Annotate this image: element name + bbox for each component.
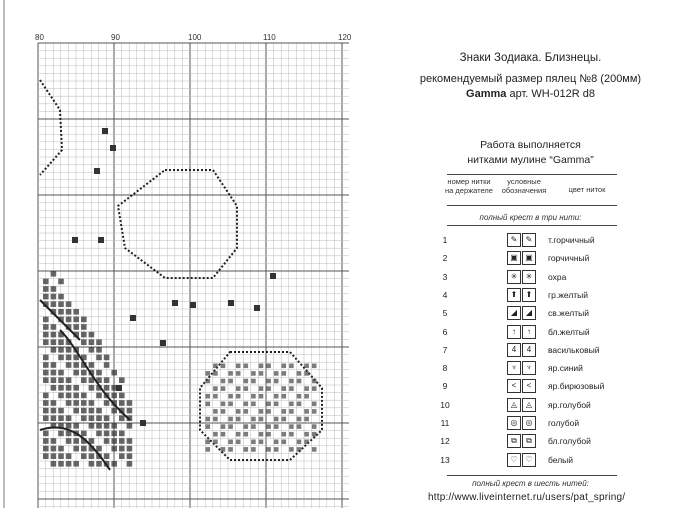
legend-row-number: 8 — [442, 363, 448, 374]
pattern-info-panel — [362, 0, 699, 508]
legend-row-color-name: горчичный — [548, 253, 590, 264]
legend-row-number: 5 — [442, 308, 448, 319]
legend-row-color-name: белый — [548, 454, 574, 465]
stitch-symbol-icon: ✎ — [507, 233, 521, 247]
legend-row-symbols — [507, 416, 536, 430]
legend-row — [362, 269, 699, 287]
stitch-symbol-icon: ▣ — [507, 251, 521, 265]
legend-bottom-rule — [447, 475, 617, 476]
legend-row-number: 12 — [440, 436, 450, 447]
legend-row — [362, 397, 699, 415]
stitch-symbol-icon: ◢ — [507, 306, 521, 320]
stitch-symbol-icon: ↑ — [507, 325, 521, 339]
section-rule — [447, 225, 617, 226]
stitch-symbol-icon: ◎ — [507, 416, 521, 430]
stitch-symbol-icon: ⬆ — [507, 288, 521, 302]
legend-col-color: цвет ниток — [568, 185, 606, 194]
section-full-cross: полный крест в три нити: — [479, 213, 582, 222]
legend-row-color-name: гр.желтый — [548, 289, 589, 300]
stitch-symbol-icon: ⬆ — [522, 288, 536, 302]
legend-row-symbols — [507, 325, 536, 339]
legend-row-number: 4 — [442, 289, 448, 300]
column-label: 90 — [111, 33, 120, 42]
legend-row — [362, 305, 699, 323]
legend-row-symbols — [507, 434, 536, 448]
legend-row-color-name: яр.голубой — [548, 399, 591, 410]
legend-row — [362, 378, 699, 396]
legend-row-color-name: бл.желтый — [548, 326, 590, 337]
legend-row — [362, 324, 699, 342]
legend-row-symbols — [507, 379, 536, 393]
legend-row-symbols — [507, 233, 536, 247]
legend-row-symbols — [507, 453, 536, 467]
legend-row — [362, 415, 699, 433]
stitch-symbol-icon: ♡ — [507, 453, 521, 467]
column-label: 110 — [263, 33, 276, 42]
column-label: 100 — [188, 33, 202, 42]
stitch-symbol-icon: ♡ — [522, 453, 536, 467]
legend-row — [362, 433, 699, 451]
legend-row-color-name: яр.синий — [548, 363, 583, 374]
legend-row-color-name: охра — [548, 271, 567, 282]
stitch-symbol-icon: ⧉ — [507, 434, 521, 448]
work-line-2: нитками мулине “Gamma” — [467, 154, 594, 166]
legend-row-number: 6 — [442, 326, 448, 337]
legend-row-symbols — [507, 398, 536, 412]
article-line — [362, 88, 699, 100]
legend-row-number: 13 — [440, 454, 450, 465]
stitch-symbol-icon: 4 — [507, 343, 521, 357]
legend-row-number: 11 — [440, 418, 450, 428]
legend-row-number: 10 — [440, 399, 450, 410]
legend-col-number: номер нитки на держателе — [445, 177, 493, 195]
stitch-symbol-icon: ⧉ — [522, 434, 536, 448]
legend-row — [362, 232, 699, 250]
legend-top-rule — [447, 174, 617, 175]
stitch-symbol-icon: ✎ — [522, 233, 536, 247]
legend-row — [362, 360, 699, 378]
legend-header-rule — [447, 205, 617, 206]
stitch-symbol-icon: ♆ — [507, 361, 521, 375]
stitch-symbol-icon: ✳ — [507, 270, 521, 284]
legend-row-number: 3 — [442, 271, 448, 282]
hoop-size: рекомендуемый размер пялец №8 (200мм) — [419, 73, 642, 85]
work-line-1: Работа выполняется — [480, 139, 581, 151]
stitch-symbol-icon: ◬ — [522, 398, 536, 412]
legend-row-color-name: бл.голубой — [548, 436, 591, 447]
legend-row-color-name: васильковый — [548, 344, 600, 355]
legend-row — [362, 452, 699, 470]
brand-name: Gamma — [466, 88, 507, 100]
stitch-symbol-icon: ✳ — [522, 270, 536, 284]
column-label: 80 — [35, 33, 44, 42]
legend-row-number: 9 — [442, 381, 448, 392]
legend-col-symbol: условные обозначения — [501, 177, 547, 195]
legend-row-number: 7 — [442, 344, 448, 355]
stitch-symbol-icon: ◬ — [507, 398, 521, 412]
stitch-symbol-icon: ♆ — [522, 361, 536, 375]
legend-row — [362, 287, 699, 305]
legend-row-color-name: яр.бирюзовый — [548, 381, 605, 392]
pattern-title: Знаки Зодиака. Близнецы. — [459, 52, 602, 64]
legend-row-symbols — [507, 270, 536, 284]
stitch-symbol-icon: 4 — [522, 343, 536, 357]
legend-row-number: 1 — [442, 235, 448, 245]
column-label: 120 — [338, 33, 352, 42]
legend-row-color-name: голубой — [548, 418, 580, 428]
legend-row-number: 2 — [442, 253, 448, 264]
stitch-symbol-icon: < — [507, 379, 521, 393]
article-number: арт. WH-012R d8 — [509, 88, 595, 100]
legend-row-symbols — [507, 306, 536, 320]
legend-row-symbols — [507, 288, 536, 302]
legend-row — [362, 250, 699, 268]
stitch-symbol-icon: ▣ — [522, 251, 536, 265]
legend-row — [362, 342, 699, 360]
stitch-symbol-icon: ↑ — [522, 325, 536, 339]
legend-row-color-name: т.горчичный — [548, 235, 595, 245]
legend-row-symbols — [507, 251, 536, 265]
stitch-symbol-icon: < — [522, 379, 536, 393]
legend-row-symbols — [507, 361, 536, 375]
legend-row-symbols — [507, 343, 536, 357]
legend-row-color-name: св.желтый — [548, 308, 589, 319]
section-six-strand: полный крест в шесть нитей: — [472, 479, 589, 488]
watermark-url: http://www.liveinternet.ru/users/pat_spring/ — [428, 492, 626, 503]
stitch-symbol-icon: ◢ — [522, 306, 536, 320]
stitch-symbol-icon: ◎ — [522, 416, 536, 430]
